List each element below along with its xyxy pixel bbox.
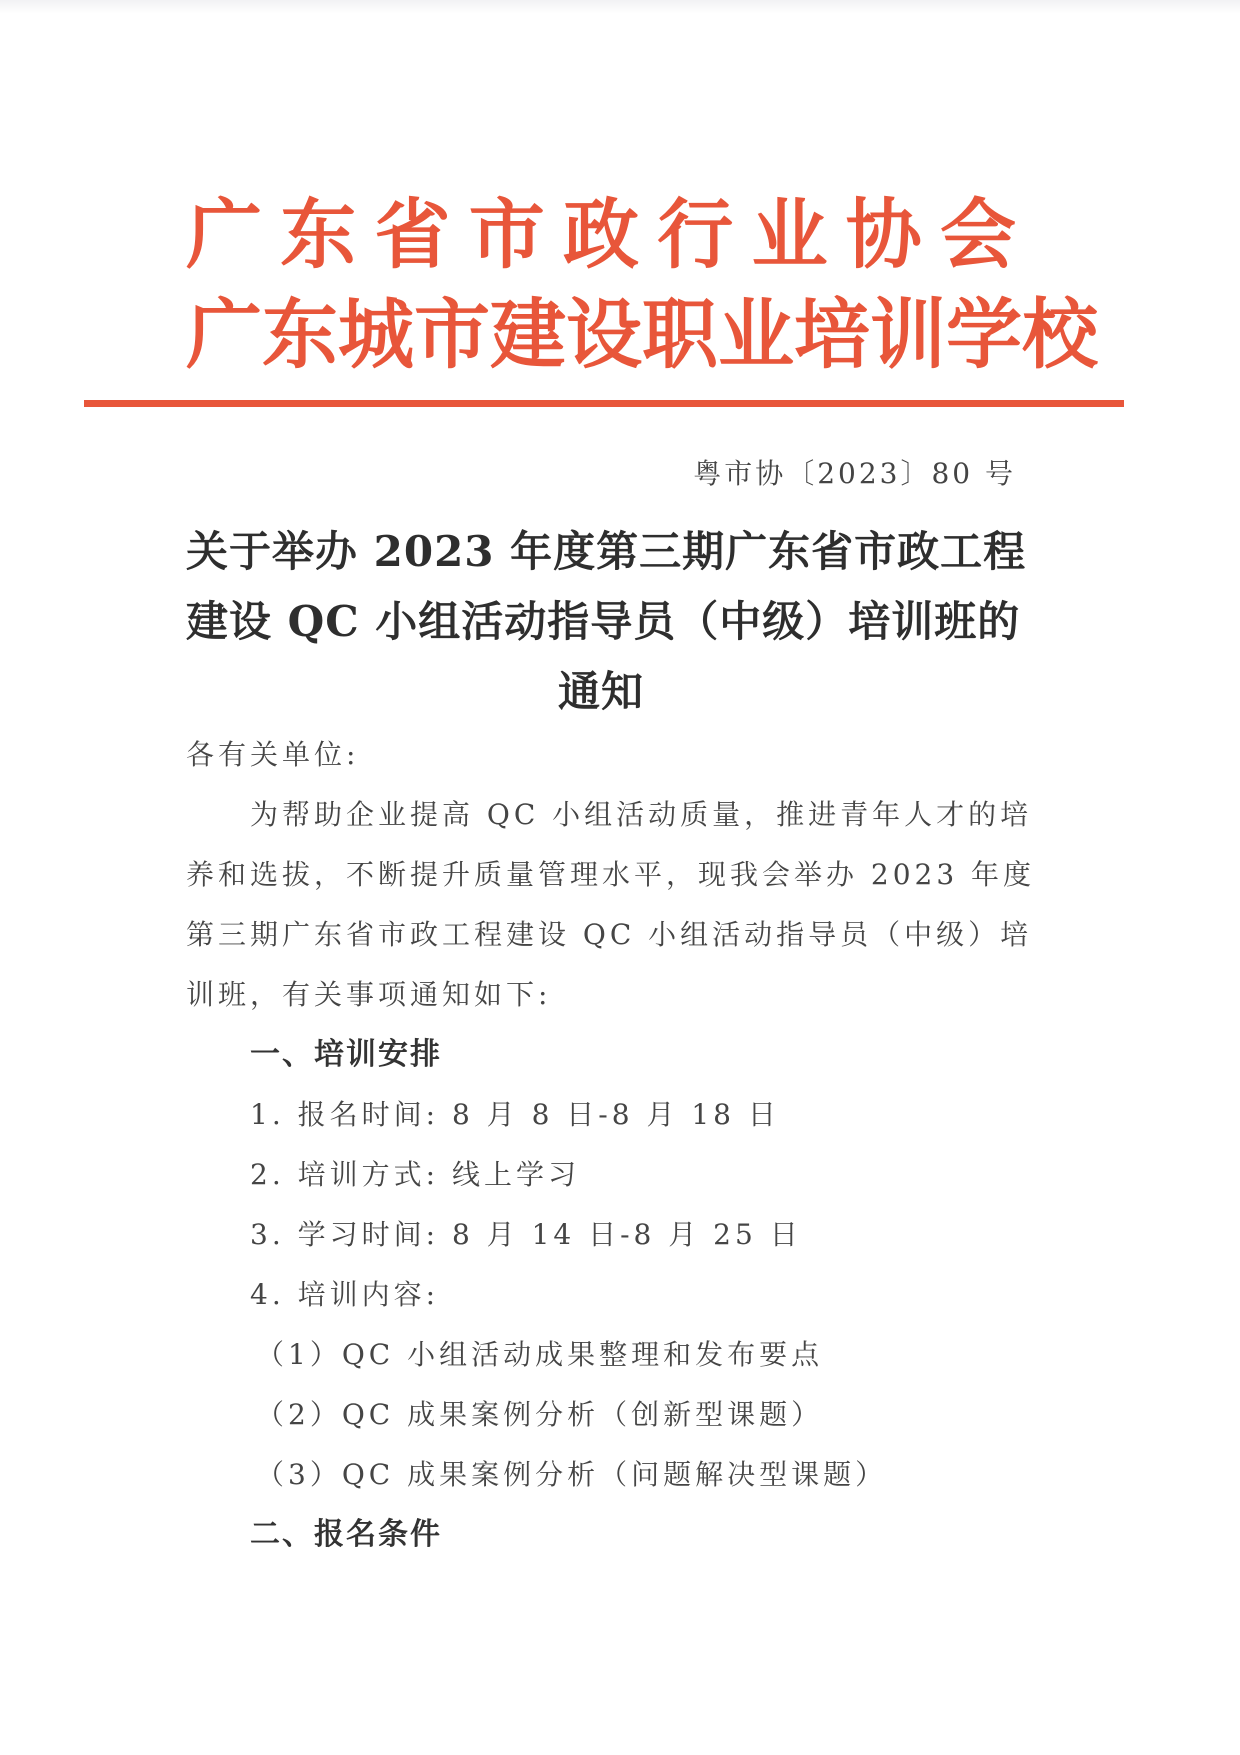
sub-list-item: （2）QC 成果案例分析（创新型课题） xyxy=(256,1398,824,1431)
letterhead-char: 学 xyxy=(946,290,1022,379)
list-item: 3. 学习时间: 8 月 14 日-8 月 25 日 xyxy=(250,1218,802,1251)
letterhead-char: 城 xyxy=(338,290,414,379)
letterhead-char: 业 xyxy=(751,190,828,279)
letterhead-char: 省 xyxy=(374,190,451,279)
letterhead-char: 市 xyxy=(468,190,545,279)
title-line1: 关于举办 2023 年度第三期广东省市政工程 xyxy=(186,527,1027,576)
letterhead-char: 政 xyxy=(563,190,639,279)
scan-edge-shadow xyxy=(0,0,1240,14)
letterhead-char: 职 xyxy=(642,290,718,379)
red-header-rule xyxy=(84,400,1124,407)
title-line2: 建设 QC 小组活动指导员（中级）培训班的 xyxy=(186,597,1021,646)
letterhead-char: 广 xyxy=(186,290,262,379)
title-line3: 通知 xyxy=(557,667,644,716)
letterhead-char: 东 xyxy=(280,190,357,279)
list-item: 1. 报名时间: 8 月 8 日-8 月 18 日 xyxy=(250,1098,780,1131)
letterhead-char: 东 xyxy=(262,290,338,379)
letterhead-char: 校 xyxy=(1022,290,1098,379)
org-name-line2 xyxy=(186,290,1098,380)
letterhead-char: 训 xyxy=(870,290,946,379)
sub-list-item: （3）QC 成果案例分析（问题解决型课题） xyxy=(256,1458,888,1491)
sub-list-item: （1）QC 小组活动成果整理和发布要点 xyxy=(256,1338,824,1371)
letterhead-char: 会 xyxy=(940,190,1016,279)
letterhead-char: 行 xyxy=(657,190,734,279)
letterhead-char: 广 xyxy=(186,190,262,279)
section-heading-eligibility: 二、报名条件 xyxy=(250,1517,442,1552)
list-item: 4. 培训内容: xyxy=(250,1278,440,1311)
letterhead-char: 设 xyxy=(566,290,642,379)
letterhead-char: 业 xyxy=(718,290,794,379)
letterhead-char: 协 xyxy=(845,190,922,279)
salutation: 各有关单位: xyxy=(186,738,360,771)
letterhead-char: 市 xyxy=(414,290,490,379)
letterhead-char: 建 xyxy=(490,290,566,379)
list-item: 2. 培训方式: 线上学习 xyxy=(250,1158,580,1191)
intro-line: 第三期广东省市政工程建设 QC 小组活动指导员（中级）培 xyxy=(186,918,1033,951)
section-heading-training: 一、培训安排 xyxy=(250,1037,442,1072)
intro-line: 训班，有关事项通知如下: xyxy=(186,978,552,1011)
intro-line: 养和选拔，不断提升质量管理水平，现我会举办 2023 年度 xyxy=(186,858,1036,891)
document-number: 粤市协〔2023〕80 号 xyxy=(693,457,1016,490)
org-name-line1 xyxy=(186,190,1016,280)
intro-line: 为帮助企业提高 QC 小组活动质量，推进青年人才的培 xyxy=(250,798,1033,831)
letterhead-char: 培 xyxy=(794,290,870,379)
